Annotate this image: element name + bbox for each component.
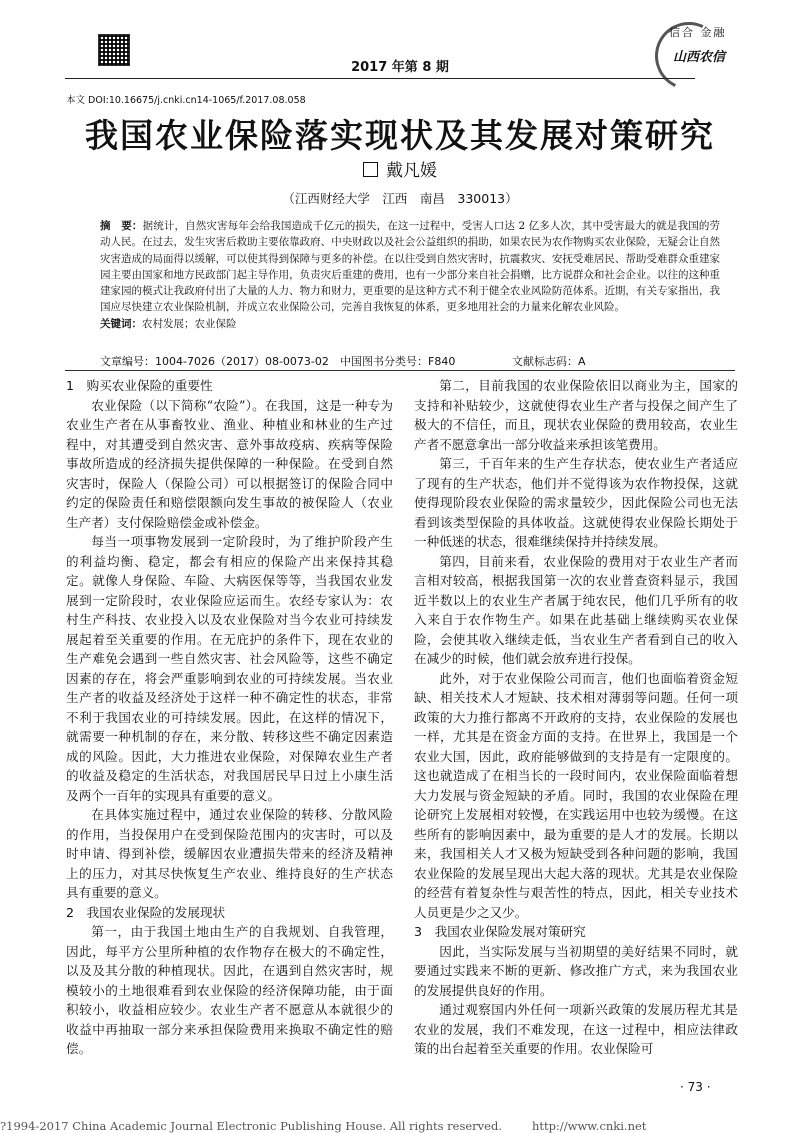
affiliation: （江西财经大学 江西 南昌 330013） [282, 191, 518, 206]
keywords-text: 农村发展；农业保险 [142, 317, 237, 330]
section-1-heading: 1 购买农业保险的重要性 [66, 378, 213, 393]
issue-header: 2017 年第 8 期 [351, 60, 449, 75]
footer [0, 1119, 646, 1133]
paragraph: 在具体实施过程中，通过农业保险的转移、分散风险的作用，当投保用户在受到保险范围内的灾害时，可以及时申请、得到补偿，缓解因农业遭损失带来的经济及精神上的压力，对其尽快恢复生产农业、维持良好的生产状态具有重要的意义。 [66, 807, 393, 900]
paragraph: 第三，千百年来的生产生存状态，使农业生产者适应了现有的生产状态，他们并不觉得该为农作物投保，这就使得现阶段农业保险的需求量较少，因此保险公司也无法看到该类型保险的具体收益。这就使得农业保险长期处于一种低迷的状态，很难继续保持并持续发展。 [414, 456, 738, 549]
footer-copyright: ?1994-2017 China Academic Journal Electronic Publishing House. All rights reserved. [0, 1119, 502, 1133]
abstract-text: 据统计，自然灾害每年会给我国造成千亿元的损失，在这一过程中，受害人口达 2 亿多人次，其中受害最大的就是我国的劳动人民。在过去，发生灾害后救助主要依靠政府、中央财政以及社会公益组织的捐助，如果农民为农作物购买农业保险，无疑会让自然灾害造成的局面得以缓解，可以使其得到保障与更多的补偿。在以往受到自然灾害时，抗震救灾、安抚受难居民、帮助受难群众重建家园主要由国家和地方民政部门起主导作用，负责灾后重建的费用，也有一少部分来自社会捐赠，比方说群众和社会企业。以往的这种重建家园的模式让我政府付出了大量的人力、物力和财力，更重要的是这种方式不利于健全农业风险防范体系。近期，有关专家指出，我国应尽快建立农业保险机制，并成立农业保险公司，完善自我恢复的体系，更多地用社会的力量来化解农业风险。 [100, 220, 720, 314]
journal-logo [655, 22, 735, 72]
paragraph: 每当一项事物发展到一定阶段时，为了维护阶段产生的利益均衡、稳定，都会有相应的保险产出来保持其稳定。就像人身保险、车险、大病医保等等，当我国农业发展到一定阶段时，农业保险应运而生。农经专家认为：农村生产科技、农业投入以及农业保险对当今农业可持续发展起着至关重要的作用。在无庇护的条件下，现在农业的生产难免会遇到一些自然灾害、社会风险等，这些不确定因素的存在，将会严重影响到农业的可持续发展。当农业生产者的收益及经济处于这样一种不确定性的状态，非常不利于我国农业的可持续发展。因此，在这样的情况下，就需要一种机制的存在，来分散、转移这些不确定因素造成的风险。因此，大力推进农业保险，对保障农业生产者的收益及稳定的生活状态，对我国居民早日过上小康生活及两个一百年的实现具有重要的意义。 [66, 534, 393, 803]
header-rule [65, 78, 695, 79]
paragraph: 此外，对于农业保险公司而言，他们也面临着资金短缺、相关技术人才短缺、技术相对薄弱等问题。任何一项政策的大力推行都离不开政府的支持，农业保险的发展也一样，尤其是在资金方面的支持。在世界上，我国是一个农业大国，因此，政府能够做到的支持是有一定限度的。这也就造成了在相当长的一段时间内，农业保险面临着想大力发展与资金短缺的矛盾。同时，我国的农业保险在理论研究上发展相对较慢，在实践运用中也较为缓慢。在这些所有的影响因素中，最为重要的是人才的发展。长期以来，我国相关人才又极为短缺受到各种问题的影响，我国农业保险的发展呈现出大起大落的现状。尤其是农业保险的经营有着复杂性与艰苦性的特点，因此，相关专业技术人员更是少之又少。 [414, 670, 738, 920]
footer-url[interactable]: http://www.cnki.net [531, 1119, 647, 1133]
article-number: 文章编号：1004-7026（2017）08-0073-02 [100, 355, 329, 368]
page-title: 我国农业保险落实现状及其发展对策研究 [85, 116, 715, 155]
clc-number: 中国图书分类号：F840 [340, 355, 456, 368]
meta-rule [65, 370, 735, 371]
page-number: · 73 · [680, 1080, 711, 1094]
abstract [100, 218, 720, 332]
author [0, 156, 800, 181]
abstract-label: 摘 要： [100, 220, 143, 232]
doi: 本文 DOI:10.16675/j.cnki.cn14-1065/f.2017.08.058 [66, 95, 306, 106]
logo-top-text: 信合 金融 [669, 26, 727, 39]
section-3-heading: 3 我国农业保险发展对策研究 [414, 924, 586, 939]
author-box-icon [363, 162, 378, 177]
section-2-heading: 2 我国农业保险的发展现状 [66, 904, 226, 920]
document-code: 文献标志码：A [512, 355, 586, 368]
paragraph: 因此，当实际发展与当初期望的美好结果不同时，就要通过实践来不断的更新、修改推广方式，来为我国农业的发展提供良好的作用。 [414, 943, 738, 998]
paragraph: 第四，目前来看，农业保险的费用对于农业生产者而言相对较高，根据我国第一次的农业普查资料显示，我国近半数以上的农业生产者属于纯农民，他们几乎所有的收入来自于农作物生产。如果在此基础上继续购买农业保险，会使其收入继续走低，当农业生产者看到自己的收入在减少的时候，他们就会放弃进行投保。 [414, 553, 738, 666]
paragraph: 第二，目前我国的农业保险依旧以商业为主，国家的支持和补贴较少，这就使得农业生产者与投保之间产生了极大的不信任，而且，现状农业保险的费用较高，农业生产者不愿意拿出一部分收益来承担该笔费用。 [414, 378, 738, 452]
author-name: 戴凡媛 [386, 161, 437, 181]
paragraph: 农业保险（以下简称“农险”）。在我国，这是一种专为农业生产者在从事畜牧业、渔业、种植业和林业的生产过程中，对其遭受到自然灾害、意外事故疫病、疾病等保险事故所造成的经济损失提供保障的一种保险。在受到自然灾害时，保险人（保险公司）可以根据签订的保险合同中约定的保险责任和赔偿限额向发生事故的被保险人（农业生产者）支付保险赔偿金或补偿金。 [66, 397, 393, 530]
logo-bottom-text: 山西农信 [673, 50, 726, 65]
left-column [66, 376, 393, 1059]
right-column [414, 376, 738, 1059]
paragraph: 通过观察国内外任何一项新兴政策的发展历程尤其是农业的发展，我们不难发现，在这一过程中，相应法律政策的出台起着至关重要的作用。农业保险可 [414, 1002, 738, 1056]
paragraph: 第一，由于我国土地由生产的自我规划、自我管理，因此，每平方公里所种植的农作物存在极大的不确定性，以及及其分散的种植现状。因此，在遇到自然灾害时，规模较小的土地很难看到农业保险的经济保障功能，由于面积较小，收益相应较少。农业生产者不愿意从本就很少的收益中再抽取一部分来承担保险费用来换取不确定性的赔偿。 [66, 924, 393, 1056]
keywords-label: 关键词： [100, 317, 142, 330]
